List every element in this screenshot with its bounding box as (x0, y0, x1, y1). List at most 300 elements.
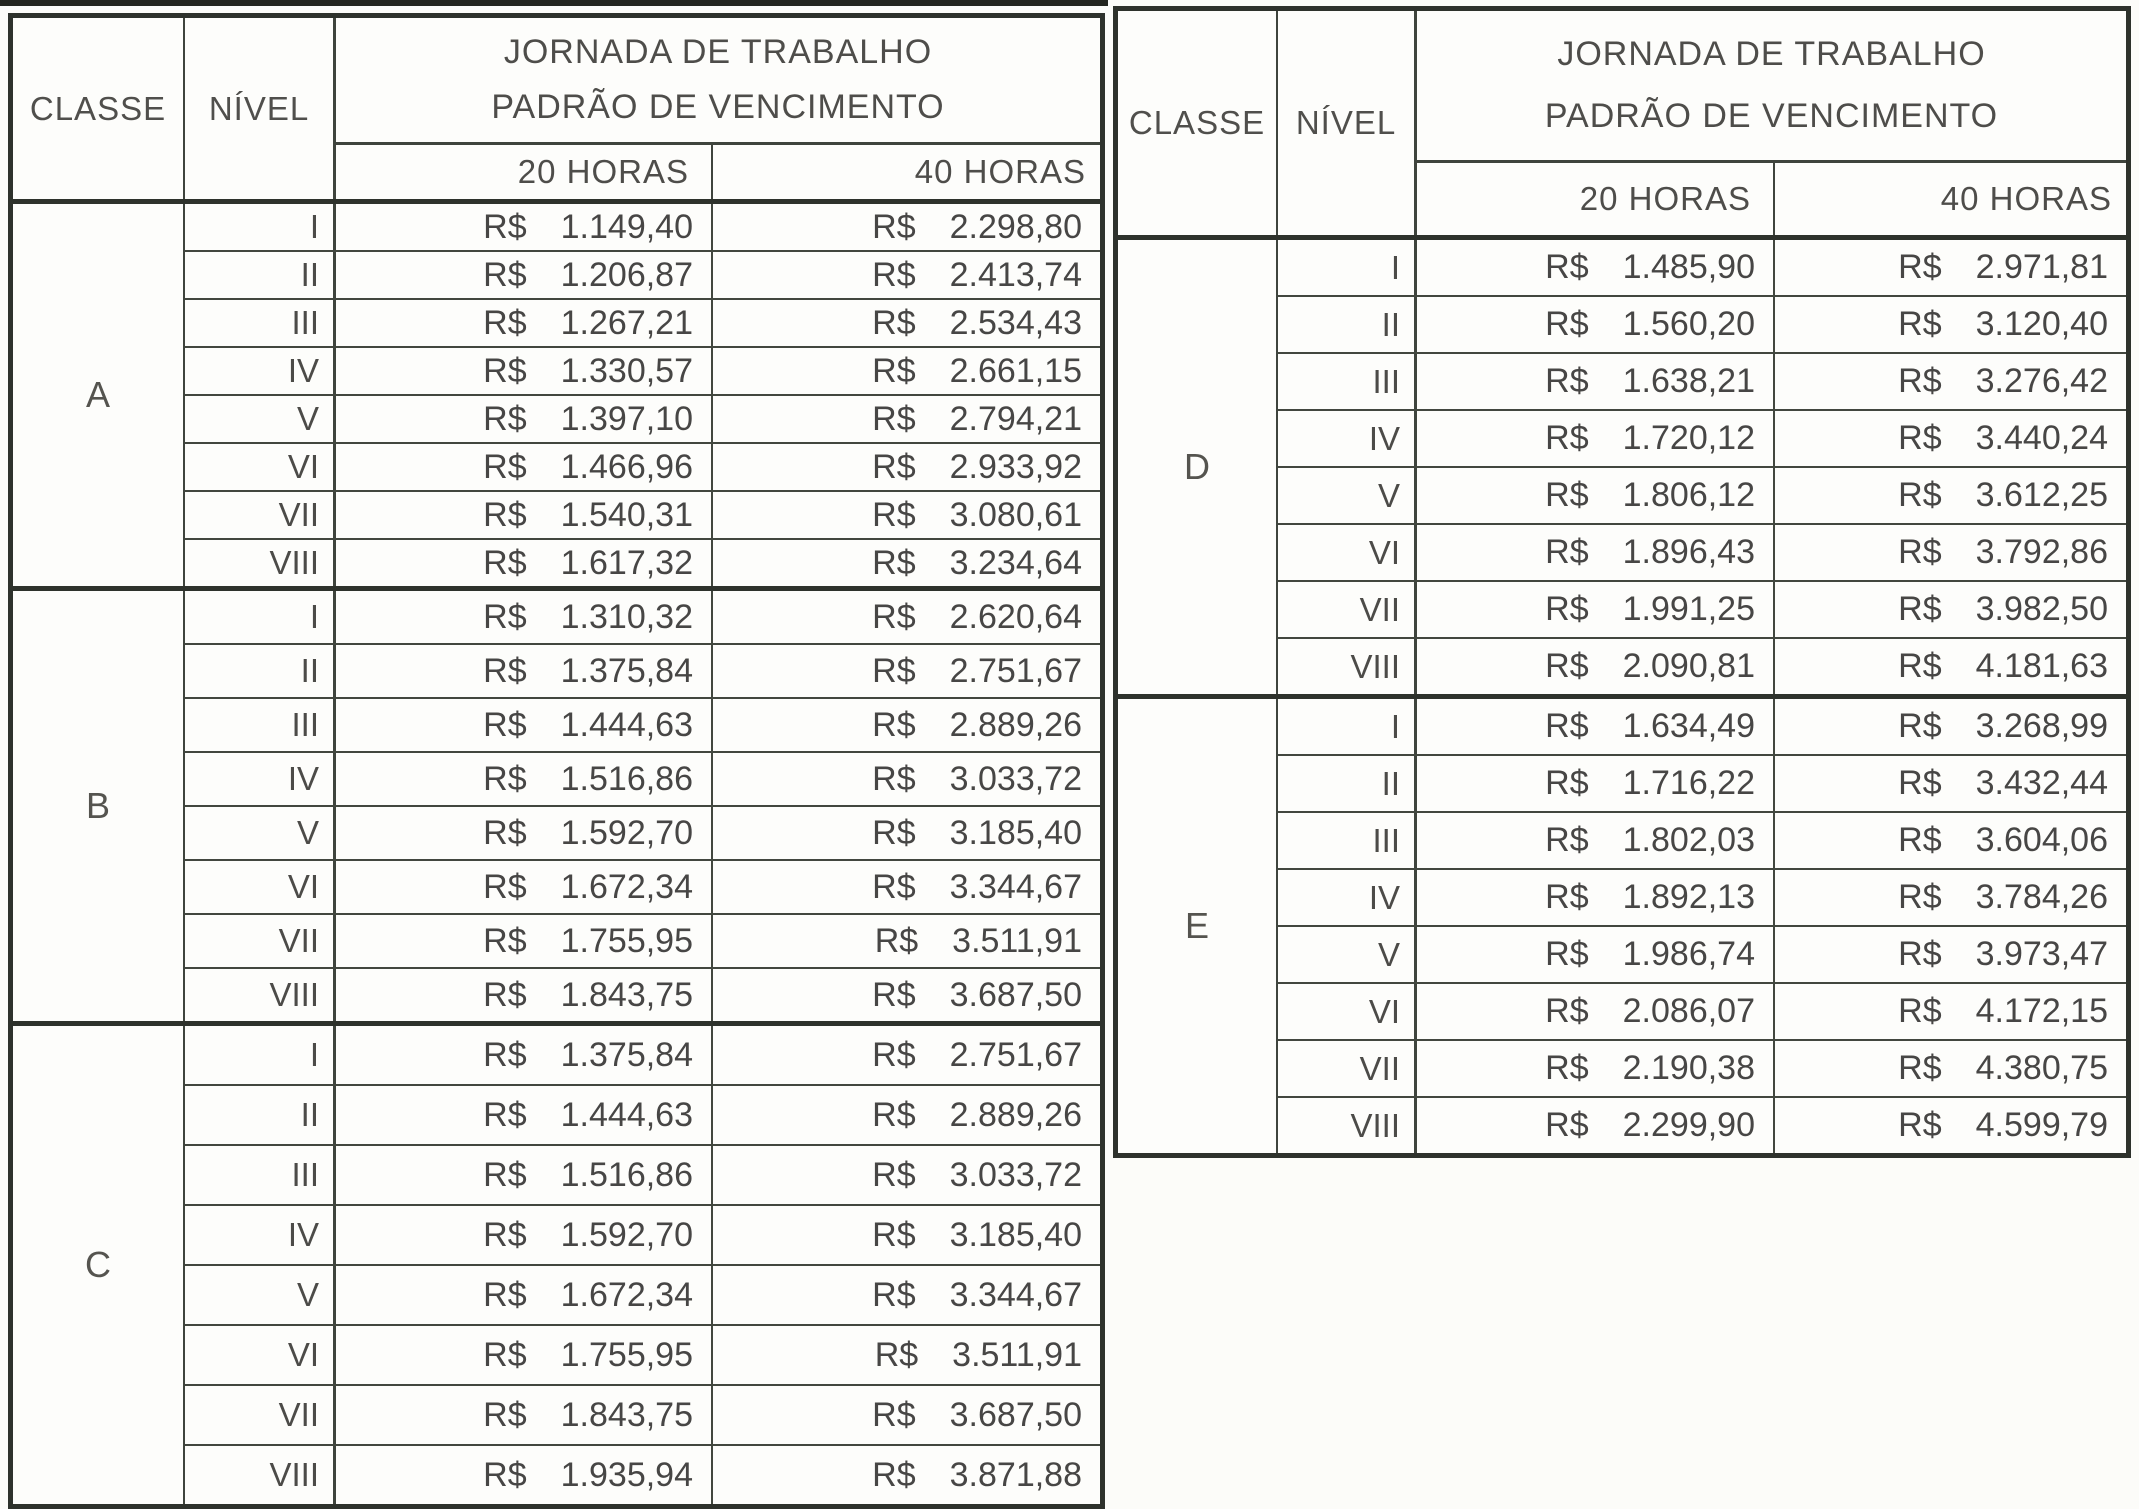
nivel-value: VIII (185, 969, 336, 1021)
horas-subheader-row (336, 145, 1100, 199)
currency-symbol: R$ (483, 207, 527, 246)
salary-40h-cell (1775, 813, 2126, 868)
salary-40h-cell (713, 204, 1100, 250)
currency-symbol: R$ (872, 543, 916, 582)
salary-20h-cell (1417, 870, 1775, 925)
salary-20h-amount: 1.310,32 (560, 597, 693, 636)
salary-40h-cell (713, 492, 1100, 538)
salary-20h-amount: 1.986,74 (1622, 935, 1755, 973)
salary-20h-amount: 1.843,75 (560, 975, 693, 1014)
jornada-title-line2: PADRÃO DE VENCIMENTO (1544, 97, 1999, 136)
table-row (1278, 1098, 2126, 1153)
salary-20h-cell (336, 348, 713, 394)
table-row (1278, 297, 2126, 354)
nivel-value: VI (185, 1326, 336, 1384)
currency-symbol: R$ (483, 543, 527, 582)
nivel-value: VI (1278, 525, 1417, 580)
currency-symbol: R$ (483, 1035, 527, 1074)
table-row (1278, 756, 2126, 813)
nivel-value: IV (1278, 870, 1417, 925)
nivel-value: VII (1278, 1041, 1417, 1096)
salary-40h-cell (1775, 870, 2126, 925)
salary-20h-amount: 1.444,63 (560, 705, 693, 744)
currency-symbol: R$ (483, 1155, 527, 1194)
salary-40h-cell (713, 1026, 1100, 1084)
currency-symbol: R$ (483, 921, 527, 960)
salary-20h-cell (336, 444, 713, 490)
nivel-value: V (185, 1266, 336, 1324)
salary-20h-cell (336, 492, 713, 538)
table-row (185, 1446, 1100, 1504)
salary-20h-amount: 1.720,12 (1622, 419, 1755, 457)
nivel-value: VI (1278, 984, 1417, 1039)
currency-symbol: R$ (872, 1035, 916, 1074)
nivel-value: II (1278, 756, 1417, 811)
col-header-40-horas: 40 HORAS (1940, 180, 2112, 217)
nivel-value: III (185, 1146, 336, 1204)
salary-40h-amount: 3.033,72 (949, 759, 1082, 798)
salary-40h-amount: 2.751,67 (949, 651, 1082, 690)
salary-40h-amount: 3.440,24 (1975, 419, 2108, 457)
currency-symbol: R$ (483, 705, 527, 744)
table-row (185, 699, 1100, 753)
salary-40h-amount: 3.792,86 (1975, 533, 2108, 571)
currency-symbol: R$ (872, 303, 916, 342)
salary-40h-amount: 3.185,40 (949, 813, 1082, 852)
nivel-value: VII (1278, 582, 1417, 637)
salary-20h-amount: 1.206,87 (560, 255, 693, 294)
table-row (1278, 354, 2126, 411)
currency-symbol: R$ (1545, 1106, 1589, 1144)
salary-20h-amount: 1.397,10 (560, 399, 693, 438)
salary-40h-amount: 3.973,47 (1975, 935, 2108, 973)
currency-symbol: R$ (872, 447, 916, 486)
currency-symbol: R$ (872, 1215, 916, 1254)
classe-value: A (13, 204, 185, 586)
currency-symbol: R$ (872, 1095, 916, 1134)
currency-symbol: R$ (1898, 1106, 1942, 1144)
salary-40h-cell (713, 969, 1100, 1021)
salary-20h-amount: 1.892,13 (1622, 878, 1755, 916)
salary-40h-amount: 3.120,40 (1975, 305, 2108, 343)
currency-symbol: R$ (1545, 647, 1589, 685)
currency-symbol: R$ (874, 1335, 919, 1374)
salary-40h-amount: 2.971,81 (1975, 248, 2108, 286)
currency-symbol: R$ (872, 1275, 916, 1314)
currency-symbol: R$ (1898, 533, 1942, 571)
salary-40h-cell (713, 1386, 1100, 1444)
salary-20h-cell (1417, 927, 1775, 982)
currency-symbol: R$ (483, 651, 527, 690)
salary-40h-cell (1775, 297, 2126, 352)
nivel-value: V (185, 396, 336, 442)
salary-20h-cell (336, 204, 713, 250)
salary-40h-cell (1775, 354, 2126, 409)
salary-20h-cell (1417, 1041, 1775, 1096)
table-row (1278, 1041, 2126, 1098)
salary-20h-amount: 1.896,43 (1622, 533, 1755, 571)
salary-40h-cell (713, 699, 1100, 751)
salary-40h-cell (713, 1326, 1100, 1384)
salary-20h-cell (336, 540, 713, 586)
table-row (185, 1386, 1100, 1446)
salary-40h-amount: 3.033,72 (949, 1155, 1082, 1194)
currency-symbol: R$ (872, 495, 916, 534)
nivel-value: V (185, 807, 336, 859)
salary-20h-cell (336, 969, 713, 1021)
salary-20h-amount: 1.375,84 (560, 651, 693, 690)
nivel-value: I (185, 204, 336, 250)
salary-40h-amount: 2.534,43 (949, 303, 1082, 342)
salary-20h-cell (1417, 984, 1775, 1039)
currency-symbol: R$ (483, 813, 527, 852)
scan-artifact-line (0, 0, 1108, 6)
table-row (185, 915, 1100, 969)
salary-40h-cell (713, 1266, 1100, 1324)
salary-40h-cell (713, 396, 1100, 442)
table-header (13, 18, 1100, 204)
salary-40h-cell (713, 1146, 1100, 1204)
salary-40h-amount: 3.871,88 (949, 1455, 1082, 1494)
salary-40h-amount: 4.181,63 (1975, 647, 2108, 685)
currency-symbol: R$ (1545, 878, 1589, 916)
table-row (185, 969, 1100, 1021)
currency-symbol: R$ (1545, 992, 1589, 1030)
salary-20h-amount: 1.540,31 (560, 495, 693, 534)
salary-20h-amount: 1.806,12 (1622, 476, 1755, 514)
nivel-value: VIII (185, 540, 336, 586)
salary-40h-amount: 3.612,25 (1975, 476, 2108, 514)
salary-40h-amount: 4.172,15 (1975, 992, 2108, 1030)
currency-symbol: R$ (1898, 764, 1942, 802)
table-row (1278, 813, 2126, 870)
level-rows (1278, 699, 2126, 1153)
salary-40h-cell (1775, 639, 2126, 694)
table-row (1278, 639, 2126, 694)
salary-20h-cell (1417, 813, 1775, 868)
salary-40h-cell (1775, 699, 2126, 754)
currency-symbol: R$ (483, 975, 527, 1014)
currency-symbol: R$ (1545, 1049, 1589, 1087)
currency-symbol: R$ (1898, 362, 1942, 400)
salary-40h-cell (713, 444, 1100, 490)
salary-40h-cell (713, 252, 1100, 298)
salary-40h-amount: 3.511,91 (952, 1335, 1082, 1374)
salary-20h-amount: 1.991,25 (1622, 590, 1755, 628)
salary-20h-amount: 1.592,70 (560, 1215, 693, 1254)
jornada-column-group (1417, 11, 2126, 235)
salary-20h-cell (1417, 756, 1775, 811)
salary-20h-cell (1417, 1098, 1775, 1153)
nivel-value: II (185, 1086, 336, 1144)
salary-40h-amount: 2.889,26 (949, 1095, 1082, 1134)
table-row (185, 204, 1100, 252)
table-row (185, 591, 1100, 645)
salary-40h-amount: 3.511,91 (952, 921, 1082, 960)
salary-20h-cell (336, 300, 713, 346)
salary-40h-cell (1775, 525, 2126, 580)
salary-20h-amount: 1.516,86 (560, 759, 693, 798)
currency-symbol: R$ (1545, 533, 1589, 571)
salary-20h-amount: 2.190,38 (1622, 1049, 1755, 1087)
table-row (185, 300, 1100, 348)
salary-40h-amount: 2.413,74 (949, 255, 1082, 294)
currency-symbol: R$ (872, 1455, 916, 1494)
classe-value: E (1118, 699, 1278, 1153)
currency-symbol: R$ (1545, 764, 1589, 802)
table-row (185, 1206, 1100, 1266)
salary-40h-cell (1775, 984, 2126, 1039)
salary-table-classes-abc (8, 13, 1105, 1509)
horas-subheader-row (1417, 163, 2126, 235)
currency-symbol: R$ (1898, 878, 1942, 916)
salary-40h-amount: 2.933,92 (949, 447, 1082, 486)
salary-20h-amount: 1.149,40 (560, 207, 693, 246)
salary-40h-amount: 3.687,50 (949, 975, 1082, 1014)
currency-symbol: R$ (483, 447, 527, 486)
table-body (1118, 240, 2126, 1153)
salary-20h-amount: 1.672,34 (560, 1275, 693, 1314)
currency-symbol: R$ (1545, 419, 1589, 457)
salary-20h-cell (1417, 582, 1775, 637)
salary-20h-cell (336, 915, 713, 967)
table-row (185, 348, 1100, 396)
salary-20h-amount: 2.299,90 (1622, 1106, 1755, 1144)
salary-40h-amount: 2.889,26 (949, 705, 1082, 744)
salary-40h-amount: 3.268,99 (1975, 707, 2108, 745)
currency-symbol: R$ (872, 207, 916, 246)
salary-20h-amount: 1.672,34 (560, 867, 693, 906)
salary-20h-amount: 1.802,03 (1622, 821, 1755, 859)
currency-symbol: R$ (872, 399, 916, 438)
currency-symbol: R$ (1898, 647, 1942, 685)
salary-20h-cell (336, 807, 713, 859)
salary-20h-cell (1417, 411, 1775, 466)
currency-symbol: R$ (872, 975, 916, 1014)
currency-symbol: R$ (483, 1395, 527, 1434)
salary-20h-cell (336, 861, 713, 913)
table-body (13, 204, 1100, 1504)
salary-20h-cell (336, 1146, 713, 1204)
level-rows (185, 204, 1100, 586)
currency-symbol: R$ (483, 597, 527, 636)
salary-20h-amount: 1.634,49 (1622, 707, 1755, 745)
nivel-value: II (185, 645, 336, 697)
currency-symbol: R$ (1898, 248, 1942, 286)
salary-40h-cell (713, 348, 1100, 394)
table-row (1278, 240, 2126, 297)
salary-20h-cell (1417, 297, 1775, 352)
currency-symbol: R$ (1545, 935, 1589, 973)
salary-40h-cell (713, 1086, 1100, 1144)
currency-symbol: R$ (1545, 476, 1589, 514)
salary-40h-amount: 2.751,67 (949, 1035, 1082, 1074)
salary-40h-cell (713, 807, 1100, 859)
table-row (1278, 984, 2126, 1041)
salary-20h-cell (1417, 240, 1775, 295)
salary-20h-cell (336, 1386, 713, 1444)
nivel-value: II (185, 252, 336, 298)
table-row (185, 645, 1100, 699)
salary-40h-cell (1775, 1041, 2126, 1096)
currency-symbol: R$ (1898, 821, 1942, 859)
salary-40h-cell (713, 540, 1100, 586)
nivel-value: II (1278, 297, 1417, 352)
salary-20h-amount: 1.560,20 (1622, 305, 1755, 343)
salary-20h-cell (336, 1266, 713, 1324)
salary-20h-cell (1417, 468, 1775, 523)
currency-symbol: R$ (1898, 1049, 1942, 1087)
salary-20h-cell (336, 1206, 713, 1264)
salary-40h-amount: 3.687,50 (949, 1395, 1082, 1434)
salary-40h-cell (1775, 582, 2126, 637)
salary-20h-amount: 2.086,07 (1622, 992, 1755, 1030)
nivel-value: I (185, 591, 336, 643)
col-header-20-horas: 20 HORAS (1417, 163, 1775, 235)
salary-40h-cell (1775, 756, 2126, 811)
salary-40h-amount: 2.620,64 (949, 597, 1082, 636)
salary-40h-amount: 3.080,61 (949, 495, 1082, 534)
class-section (13, 1026, 1100, 1504)
salary-40h-amount: 2.794,21 (949, 399, 1082, 438)
salary-20h-amount: 1.516,86 (560, 1155, 693, 1194)
table-row (185, 1146, 1100, 1206)
currency-symbol: R$ (483, 1095, 527, 1134)
nivel-value: I (1278, 240, 1417, 295)
nivel-value: VII (185, 915, 336, 967)
salary-40h-amount: 3.982,50 (1975, 590, 2108, 628)
nivel-value: IV (185, 348, 336, 394)
salary-40h-cell (1775, 411, 2126, 466)
currency-symbol: R$ (1545, 821, 1589, 859)
salary-20h-cell (1417, 525, 1775, 580)
class-section (13, 204, 1100, 591)
salary-20h-amount: 1.755,95 (560, 921, 693, 960)
currency-symbol: R$ (872, 867, 916, 906)
salary-20h-cell (1417, 639, 1775, 694)
salary-20h-cell (336, 1446, 713, 1504)
salary-40h-amount: 3.432,44 (1975, 764, 2108, 802)
salary-40h-cell (713, 591, 1100, 643)
salary-20h-cell (1417, 354, 1775, 409)
col-header-40-horas: 40 HORAS (914, 153, 1086, 190)
nivel-value: V (1278, 927, 1417, 982)
table-row (185, 540, 1100, 586)
currency-symbol: R$ (872, 705, 916, 744)
nivel-column-header: NÍVEL (185, 18, 336, 199)
table-row (1278, 468, 2126, 525)
currency-symbol: R$ (483, 867, 527, 906)
salary-40h-amount: 3.185,40 (949, 1215, 1082, 1254)
salary-20h-cell (336, 591, 713, 643)
table-row (185, 1086, 1100, 1146)
table-row (185, 753, 1100, 807)
class-section (1118, 240, 2126, 699)
level-rows (185, 1026, 1100, 1504)
jornada-title-line1: JORNADA DE TRABALHO (1557, 34, 1986, 73)
currency-symbol: R$ (1545, 305, 1589, 343)
salary-20h-amount: 1.330,57 (560, 351, 693, 390)
currency-symbol: R$ (483, 1455, 527, 1494)
salary-40h-amount: 3.234,64 (949, 543, 1082, 582)
currency-symbol: R$ (483, 399, 527, 438)
currency-symbol: R$ (872, 1155, 916, 1194)
salary-20h-amount: 1.485,90 (1622, 248, 1755, 286)
classe-value: C (13, 1026, 185, 1504)
salary-20h-amount: 1.755,95 (560, 1335, 693, 1374)
currency-symbol: R$ (1545, 590, 1589, 628)
nivel-value: IV (185, 753, 336, 805)
currency-symbol: R$ (1898, 707, 1942, 745)
classe-value: D (1118, 240, 1278, 694)
currency-symbol: R$ (483, 1335, 527, 1374)
salary-40h-amount: 3.784,26 (1975, 878, 2108, 916)
currency-symbol: R$ (872, 597, 916, 636)
classe-value: B (13, 591, 185, 1021)
nivel-value: VIII (1278, 1098, 1417, 1153)
jornada-title-cell (336, 18, 1100, 145)
table-row (1278, 582, 2126, 639)
currency-symbol: R$ (1898, 419, 1942, 457)
salary-40h-cell (713, 915, 1100, 967)
table-row (185, 807, 1100, 861)
salary-20h-cell (336, 1026, 713, 1084)
currency-symbol: R$ (1545, 362, 1589, 400)
currency-symbol: R$ (1898, 590, 1942, 628)
table-row (185, 1266, 1100, 1326)
table-row (185, 1326, 1100, 1386)
currency-symbol: R$ (483, 495, 527, 534)
nivel-value: VIII (1278, 639, 1417, 694)
jornada-column-group (336, 18, 1100, 199)
nivel-value: I (185, 1026, 336, 1084)
salary-20h-cell (336, 1086, 713, 1144)
salary-40h-amount: 4.599,79 (1975, 1106, 2108, 1144)
currency-symbol: R$ (483, 351, 527, 390)
currency-symbol: R$ (1898, 476, 1942, 514)
salary-20h-cell (336, 645, 713, 697)
classe-column-header: CLASSE (1118, 11, 1278, 235)
nivel-value: IV (185, 1206, 336, 1264)
currency-symbol: R$ (1545, 707, 1589, 745)
currency-symbol: R$ (872, 759, 916, 798)
currency-symbol: R$ (872, 255, 916, 294)
salary-40h-cell (1775, 468, 2126, 523)
salary-40h-cell (713, 1206, 1100, 1264)
nivel-value: VI (185, 444, 336, 490)
table-row (1278, 927, 2126, 984)
salary-table-classes-de (1113, 6, 2131, 1158)
currency-symbol: R$ (872, 651, 916, 690)
salary-20h-amount: 1.716,22 (1622, 764, 1755, 802)
table-row (1278, 870, 2126, 927)
salary-20h-amount: 1.267,21 (560, 303, 693, 342)
salary-20h-amount: 1.617,32 (560, 543, 693, 582)
salary-40h-amount: 2.661,15 (949, 351, 1082, 390)
currency-symbol: R$ (483, 1215, 527, 1254)
table-row (1278, 525, 2126, 582)
nivel-value: VII (185, 492, 336, 538)
jornada-title-line1: JORNADA DE TRABALHO (503, 33, 933, 72)
nivel-value: IV (1278, 411, 1417, 466)
salary-40h-cell (1775, 240, 2126, 295)
salary-20h-cell (336, 1326, 713, 1384)
nivel-value: I (1278, 699, 1417, 754)
class-section (1118, 699, 2126, 1153)
salary-40h-amount: 4.380,75 (1975, 1049, 2108, 1087)
classe-column-header: CLASSE (13, 18, 185, 199)
currency-symbol: R$ (1898, 935, 1942, 973)
